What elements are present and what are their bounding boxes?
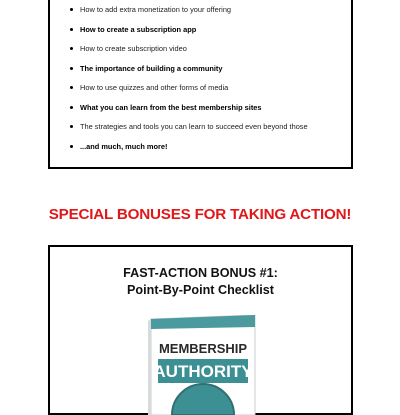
list-item-text: The importance of building a community <box>80 63 223 73</box>
list-item <box>68 104 348 124</box>
list-item-text: How to add extra monetization to your offering <box>80 5 232 14</box>
bonus-title <box>50 265 351 299</box>
bullet-icon <box>70 125 73 128</box>
list-item <box>68 45 348 65</box>
bonus-box <box>48 245 353 415</box>
product-line2: AUTHORITY <box>153 362 253 381</box>
list-item <box>68 6 348 26</box>
list-item-text: The strategies and tools you can learn to succeed even beyond those <box>80 122 308 131</box>
features-box <box>48 0 353 169</box>
list-item-text: What you can learn from the best membership sites <box>80 102 262 112</box>
feature-list <box>68 0 348 162</box>
list-item <box>68 143 348 163</box>
list-item-text: How to create a subscription app <box>80 24 197 34</box>
bullet-icon <box>70 86 73 89</box>
product-box-image <box>148 315 258 415</box>
list-item <box>68 26 348 46</box>
bonus-title-line1: FAST-ACTION BONUS #1: <box>123 266 278 280</box>
bullet-icon <box>70 106 73 109</box>
list-item <box>68 65 348 85</box>
bullet-icon <box>70 67 73 70</box>
bullet-icon <box>70 47 73 50</box>
list-item-text: How to use quizzes and other forms of media <box>80 83 229 92</box>
bullet-icon <box>70 28 73 31</box>
product-line1: MEMBERSHIP <box>158 341 248 356</box>
list-item-text: How to create subscription video <box>80 44 187 53</box>
bonus-title-line2: Point-By-Point Checklist <box>127 283 274 297</box>
special-bonuses-heading: SPECIAL BONUSES FOR TAKING ACTION! <box>48 206 352 223</box>
list-item-text: ...and much, much more! <box>80 141 168 151</box>
bullet-icon <box>70 145 73 148</box>
list-item <box>68 84 348 104</box>
bullet-icon <box>70 8 73 11</box>
list-item <box>68 123 348 143</box>
